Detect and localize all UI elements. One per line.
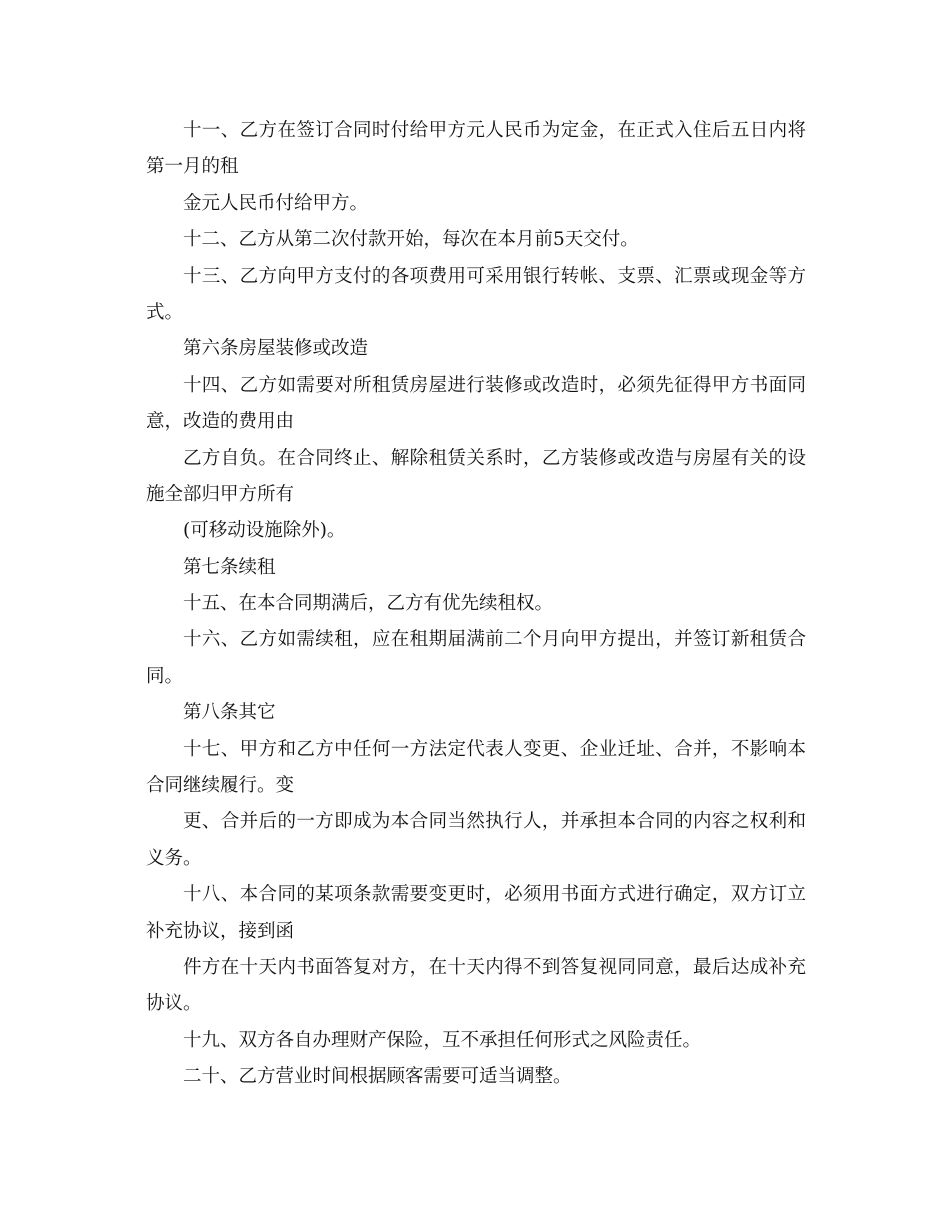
document-line: 合同继续履行。变 (146, 775, 295, 797)
document-line: 十五、在本合同期满后，乙方有优先续租权。 (183, 593, 554, 615)
document-line: 十二、乙方从第二次付款开始，每次在本月前5天交付。 (183, 229, 639, 251)
document-line: 式。 (146, 301, 184, 323)
document-line: 十四、乙方如需要对所租赁房屋进行装修或改造时，必须先征得甲方书面同 (183, 374, 806, 396)
document-line: 补充协议，接到函 (146, 920, 295, 942)
document-line: 意，改造的费用由 (146, 411, 295, 433)
document-line: 十六、乙方如需续租，应在租期届满前二个月向甲方提出，并签订新租赁合 (183, 629, 806, 651)
document-line: 十八、本合同的某项条款需要变更时，必须用书面方式进行确定，双方订立 (183, 884, 806, 906)
document-line: 十九、双方各自办理财产保险，互不承担任何形式之风险责任。 (183, 1029, 702, 1051)
document-line: 件方在十天内书面答复对方，在十天内得不到答复视同同意，最后达成补充 (183, 956, 806, 978)
document-line: 第六条房屋装修或改造 (183, 338, 369, 360)
document-line: 第七条续租 (183, 556, 276, 578)
document-line: 十一、乙方在签订合同时付给甲方元人民币为定金，在正式入住后五日内将 (183, 120, 806, 141)
document-line: 金元人民币付给甲方。 (183, 192, 369, 214)
document-line: 十三、乙方向甲方支付的各项费用可采用银行转帐、支票、汇票或现金等方 (183, 265, 806, 287)
document-line: 施全部归甲方所有 (146, 483, 295, 505)
document-line: 乙方自负。在合同终止、解除租赁关系时，乙方装修或改造与房屋有关的设 (183, 447, 806, 469)
document-line: 二十、乙方营业时间根据顾客需要可适当调整。 (183, 1066, 572, 1088)
document-line: 十七、甲方和乙方中任何一方法定代表人变更、企业迁址、合并，不影响本 (183, 738, 806, 760)
document-line: 协议。 (146, 993, 202, 1015)
document-line: 同。 (146, 665, 184, 687)
document-line: (可移动设施除外)。 (183, 520, 346, 542)
document-line: 义务。 (146, 847, 202, 869)
document-body (146, 113, 806, 1096)
document-line: 更、合并后的一方即成为本合同当然执行人，并承担本合同的内容之权利和 (183, 811, 806, 833)
document-line: 第一月的租 (146, 156, 239, 178)
document-line: 第八条其它 (183, 702, 276, 724)
